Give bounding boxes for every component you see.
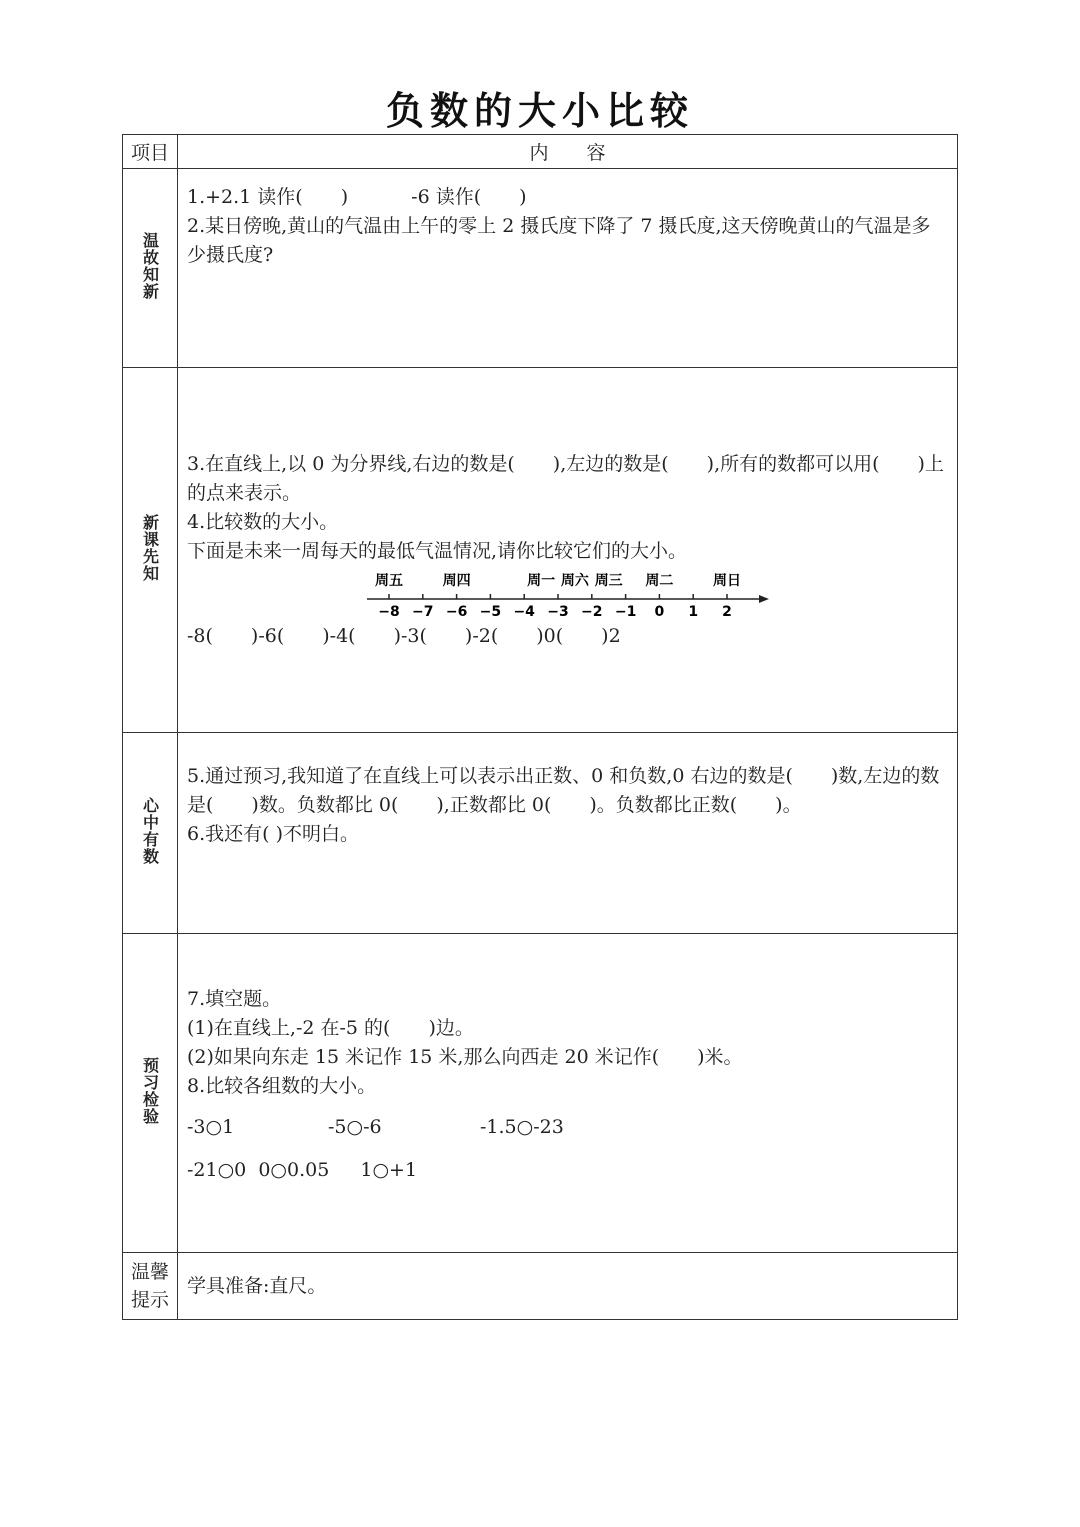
number-line-tick-label: −7 (412, 604, 434, 618)
number-line-tick-label: −3 (547, 604, 569, 618)
section-label-check: 预习检验 (140, 1057, 160, 1125)
compare-item: -5○-6 (328, 1116, 382, 1138)
number-line-day-label: 周一 (527, 573, 556, 589)
question-3: 3.在直线上,以 0 为分界线,右边的数是( ),左边的数是( ),所有的数都可以用( )上的点来表示。 (187, 453, 944, 504)
question-8: 8.比较各组数的大小。 (187, 1075, 377, 1097)
number-line-arrow (759, 595, 769, 603)
number-line-tick-label: −4 (513, 604, 535, 618)
number-line-day-label: 周六 (560, 573, 589, 589)
section-summary-row (123, 733, 958, 934)
compare-group-2: -21○0 0○0.05 1○+1 (187, 1159, 418, 1181)
header-item: 项目 (123, 135, 178, 169)
compare-row: -8( )-6( )-4( )-3( )-2( )0( )2 (187, 625, 621, 647)
number-line-day-label: 周日 (713, 573, 741, 589)
page-title: 负数的大小比较 (385, 89, 694, 133)
question-7-2: (2)如果向东走 15 米记作 15 米,那么向西走 20 米记作( )米。 (187, 1046, 743, 1068)
number-line-tick-label: 1 (688, 604, 699, 618)
section-review-row (123, 169, 958, 368)
header-content: 内 容 (178, 135, 958, 169)
question-6: 6.我还有( )不明白。 (187, 823, 359, 845)
number-line-tick-label: −6 (445, 604, 468, 618)
number-line-tick-label: −8 (378, 604, 400, 618)
table-header-row (123, 135, 958, 169)
compare-item: -1.5○-23 (480, 1116, 564, 1138)
question-1: 1.+2.1 读作( ) -6 读作( ) (187, 186, 527, 208)
number-line-day-label: 周二 (645, 573, 674, 589)
question-4-desc: 下面是未来一周每天的最低气温情况,请你比较它们的大小。 (187, 540, 688, 562)
question-7: 7.填空题。 (187, 988, 282, 1010)
preview-table (122, 134, 958, 1320)
number-line-day-label: 周五 (375, 573, 403, 589)
question-7-1: (1)在直线上,-2 在-5 的( )边。 (187, 1017, 474, 1039)
number-line-day-label: 周三 (594, 573, 623, 589)
section-label-summary: 心中有数 (140, 797, 160, 865)
number-line-tick-label: 0 (654, 604, 665, 618)
number-line-tick-label: −2 (581, 604, 603, 618)
section-check-row (123, 934, 958, 1253)
section-new-lesson-row (123, 368, 958, 733)
section-label-tip: 温馨提示 (130, 1261, 169, 1311)
section-label-review: 温故知新 (140, 232, 160, 300)
number-line-tick-label: 2 (722, 604, 732, 618)
compare-group-1 (187, 1113, 947, 1143)
compare-item: -3○1 (187, 1116, 235, 1138)
temperature-number-line (367, 570, 777, 618)
section-tip-row (123, 1253, 958, 1320)
question-2: 2.某日傍晚,黄山的气温由上午的零上 2 摄氏度下降了 7 摄氏度,这天傍晚黄山的气温是多少摄氏度? (187, 215, 931, 266)
question-4: 4.比较数的大小。 (187, 511, 339, 533)
number-line-tick-label: −5 (479, 604, 502, 618)
section-label-new-lesson: 新课先知 (140, 514, 160, 582)
number-line-day-label: 周四 (442, 573, 471, 589)
tip-text: 学具准备:直尺。 (187, 1274, 327, 1297)
number-line-tick-label: −1 (614, 604, 637, 618)
question-5: 5.通过预习,我知道了在直线上可以表示出正数、0 和负数,0 右边的数是( )数,左边的数是( )数。负数都比 0( ),正数都比 0( )。负数都比正数( )。 (187, 765, 940, 816)
